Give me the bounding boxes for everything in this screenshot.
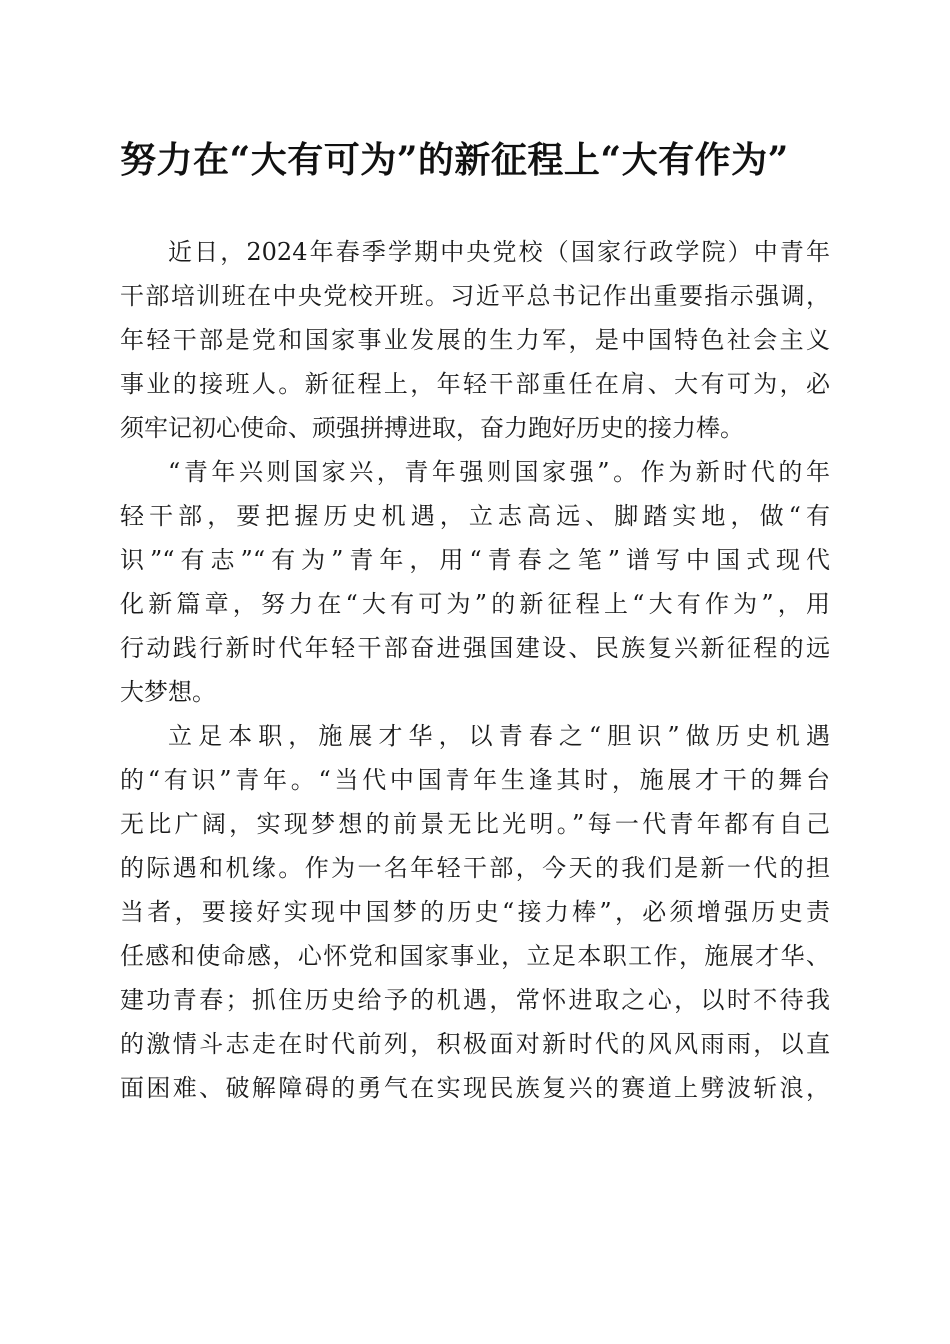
text-line: “青年兴则国家兴，青年强则国家强”。作为新时代的年: [168, 458, 830, 486]
text-line: 无比广阔，实现梦想的前景无比光明。”每一代青年都有自己: [120, 810, 830, 838]
text-line: 近日，2024年春季学期中央党校（国家行政学院）中青年: [168, 238, 830, 266]
text-line: 面困难、破解障碍的勇气在实现民族复兴的赛道上劈波斩浪，: [120, 1074, 830, 1102]
text-line: 的激情斗志走在时代前列，积极面对新时代的风风雨雨，以直: [120, 1030, 830, 1058]
text-line: 的“有识”青年。“当代中国青年生逢其时，施展才干的舞台: [120, 766, 830, 794]
text-line: 立足本职，施展才华，以青春之“胆识”做历史机遇: [168, 722, 830, 750]
text-line: 大梦想。: [120, 678, 216, 706]
text-line: 事业的接班人。新征程上，年轻干部重任在肩、大有可为，必: [120, 370, 830, 398]
text-line: 任感和使命感，心怀党和国家事业，立足本职工作，施展才华、: [120, 942, 830, 970]
paragraph: [120, 230, 830, 450]
text-line: 建功青春；抓住历史给予的机遇，常怀进取之心，以时不待我: [120, 986, 830, 1014]
paragraph: [120, 450, 830, 714]
text-line: 化新篇章，努力在“大有可为”的新征程上“大有作为”，用: [120, 590, 830, 618]
text-line: 的际遇和机缘。作为一名年轻干部，今天的我们是新一代的担: [120, 854, 830, 882]
document-body: [120, 230, 830, 1110]
text-line: 行动践行新时代年轻干部奋进强国建设、民族复兴新征程的远: [120, 634, 830, 662]
text-line: 当者，要接好实现中国梦的历史“接力棒”，必须增强历史责: [120, 898, 830, 926]
text-line: 须牢记初心使命、顽强拼搏进取，奋力跑好历史的接力棒。: [120, 414, 744, 442]
text-line: 识”“有志”“有为”青年，用“青春之笔”谱写中国式现代: [120, 546, 830, 574]
text-line: 年轻干部是党和国家事业发展的生力军，是中国特色社会主义: [120, 326, 830, 354]
text-line: 轻干部，要把握历史机遇，立志高远、脚踏实地，做“有: [120, 502, 830, 530]
paragraph: [120, 714, 830, 1110]
text-line: 干部培训班在中央党校开班。习近平总书记作出重要指示强调，: [120, 282, 830, 310]
document-title: 努力在“大有可为”的新征程上“大有作为”: [120, 139, 789, 181]
